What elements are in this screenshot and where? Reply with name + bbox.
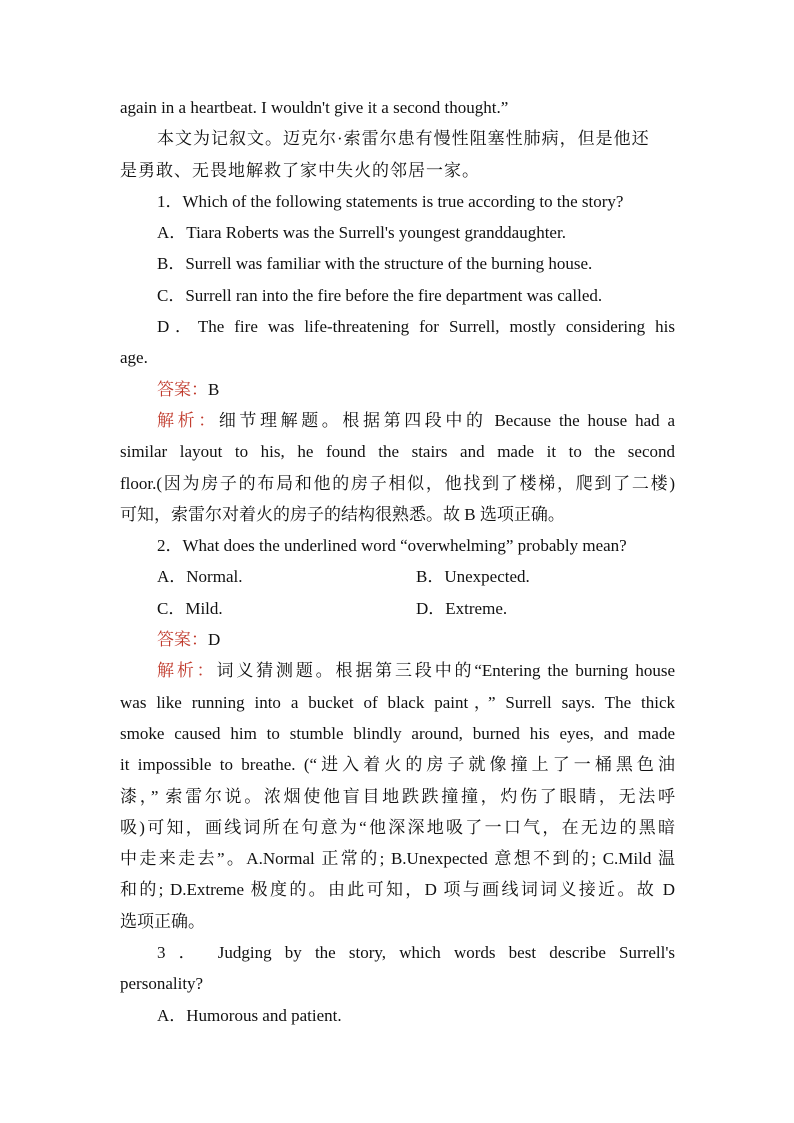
q2-option-c: C．Mild.	[157, 598, 223, 618]
q2-analysis-line: 和的; D.Extreme 极度的。由此可知，D 项与画线词词义接近。故 D	[120, 880, 675, 900]
q1-option-b: B．Surrell was familiar with the structure of the burning house.	[157, 254, 593, 274]
q2-analysis-line: 漆，” 索雷尔说。浓烟使他盲目地跌跌撞撞，灼伤了眼睛，无法呼	[120, 786, 675, 806]
q1-option-d-continued: age.	[120, 348, 148, 368]
answer-label: 答案：	[157, 379, 208, 399]
q2-option-b: B．Unexpected.	[416, 567, 530, 587]
q1-analysis-line: 可知，索雷尔对着火的房子的结构很熟悉。故 B 选项正确。	[120, 504, 565, 524]
q2-analysis-line: 中走来走去”。A.Normal 正常的; B.Unexpected 意想不到的; C.Mild 温	[120, 849, 675, 869]
q2-analysis-line: 选项正确。	[120, 911, 205, 931]
question-3-stem: 3 ． Judging by the story, which words best describe Surrell's	[157, 943, 675, 963]
summary-line: 本文为记叙文。迈克尔·索雷尔患有慢性阻塞性肺病，但是他还	[157, 129, 650, 149]
q2-answer	[120, 624, 675, 655]
answer-label: 答案：	[157, 630, 208, 650]
q2-options-row-2	[120, 593, 675, 624]
text-line: again in a heartbeat. I wouldn't give it a second thought.”	[120, 98, 509, 117]
answer-value: D	[208, 630, 221, 650]
q1-analysis-line: floor.(因为房子的布局和他的房子相似，他找到了楼梯，爬到了二楼)	[120, 473, 675, 493]
q1-option-d: D．The fire was life-threatening for Surrell, mostly considering his	[157, 317, 675, 337]
q2-analysis	[120, 655, 675, 686]
q2-analysis-line: smoke caused him to stumble blindly around, burned his eyes, and made	[120, 723, 675, 743]
analysis-text: 细节理解题。根据第四段中的 Because the house had a	[218, 410, 675, 430]
q3-option-a: A．Humorous and patient.	[157, 1005, 342, 1025]
q1-option-a: A．Tiara Roberts was the Surrell's youngest granddaughter.	[157, 223, 566, 243]
q1-option-c: C．Surrell ran into the fire before the fire department was called.	[157, 285, 603, 305]
q2-analysis-line: was like running into a bucket of black paint，” Surrell says. The thick	[120, 692, 675, 712]
q2-options-row-1	[120, 561, 675, 592]
q2-option-a: A．Normal.	[157, 567, 243, 587]
analysis-text: 词义猜测题。根据第三段中的“Entering the burning house	[216, 661, 675, 681]
summary-line: 是勇敢、无畏地解救了家中失火的邻居一家。	[120, 160, 480, 180]
q1-answer	[120, 374, 675, 405]
document-body	[120, 92, 675, 1031]
q2-option-d: D．Extreme.	[416, 598, 508, 618]
question-1-stem: 1．Which of the following statements is true according to the story?	[157, 191, 624, 211]
q1-analysis-line: similar layout to his, he found the stairs and made it to the second	[120, 442, 675, 462]
analysis-label: 解析：	[157, 410, 219, 430]
q2-analysis-line: 吸)可知，画线词所在句意为“他深深地吸了一口气，在无边的黑暗	[120, 817, 675, 837]
answer-value: B	[208, 379, 220, 399]
q1-analysis	[120, 405, 675, 436]
question-3-stem-continued: personality?	[120, 974, 204, 994]
analysis-label: 解析：	[157, 661, 217, 681]
question-2-stem: 2．What does the underlined word “overwhelming” probably mean?	[157, 536, 627, 556]
q2-analysis-line: it impossible to breathe. (“进入着火的房子就像撞上了一桶黑色油	[120, 755, 675, 775]
